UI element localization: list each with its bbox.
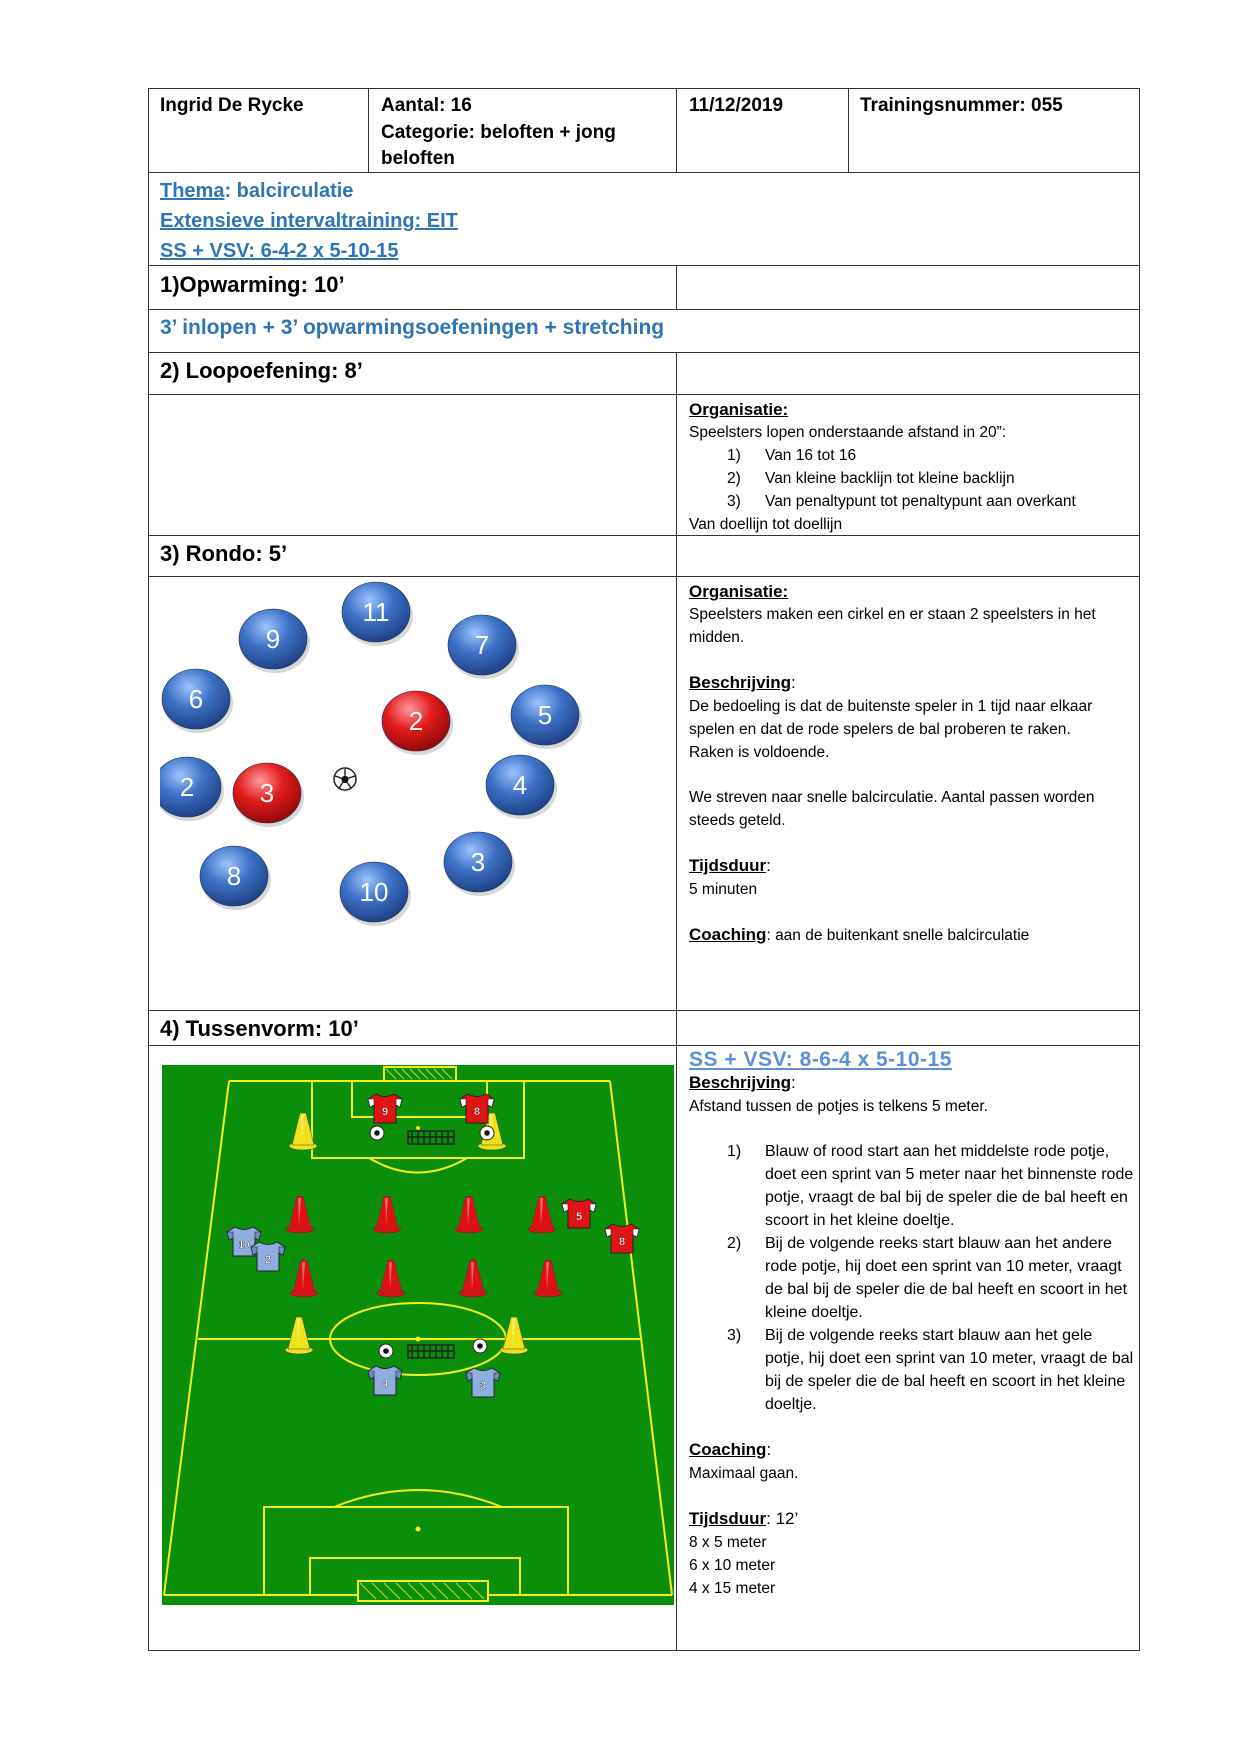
svg-text:2: 2 xyxy=(264,1254,272,1266)
svg-text:10: 10 xyxy=(359,877,389,907)
svg-text:4: 4 xyxy=(381,1378,389,1390)
ball-icon xyxy=(480,1126,494,1140)
rep-line: 4 x 15 meter xyxy=(689,1580,776,1597)
svg-text:5: 5 xyxy=(537,700,553,730)
ball-icon xyxy=(473,1339,487,1353)
participant-count xyxy=(381,92,671,172)
svg-text:8: 8 xyxy=(473,1106,481,1118)
theme-label: Thema xyxy=(160,180,225,202)
section-1-content: 3’ inlopen + 3’ opwarmingsoefeningen + stretching xyxy=(160,316,665,339)
list-item: 3) Bij de volgende reeks start blauw aan het gele potje, hij doet een sprint van 10 meter, vraagt de bal bij de speler die de bal heeft en scoort in het kleine doeltje. xyxy=(727,1327,1134,1413)
besch-text: Afstand tussen de potjes is telkens 5 meter. xyxy=(689,1098,988,1115)
section-3-title: 3) Rondo: 5’ xyxy=(160,541,288,566)
categorie-label: Categorie: beloften + jong beloften xyxy=(381,122,616,169)
section-4-title: 4) Tussenvorm: 10’ xyxy=(160,1016,359,1041)
org-label: Organisatie: xyxy=(689,582,789,601)
section-4-subhead: SS + VSV: 8-6-4 x 5-10-15 xyxy=(689,1048,952,1071)
rep-line: 6 x 10 meter xyxy=(689,1557,776,1574)
theme-line-3: SS + VSV: 6-4-2 x 5-10-15 xyxy=(160,240,399,262)
blue-player xyxy=(448,615,519,679)
blue-player xyxy=(340,862,411,926)
rep-line: 8 x 5 meter xyxy=(689,1534,767,1551)
blue-player xyxy=(511,685,582,749)
list-item: 1) Van 16 tot 16 xyxy=(727,447,857,464)
svg-text:6: 6 xyxy=(188,684,204,714)
svg-text:3: 3 xyxy=(259,778,275,808)
coach-label: Coaching xyxy=(689,925,767,944)
besch-text-1: De bedoeling is dat de buitenste speler in 1 tijd naar elkaar spelen en dat de rode spelers de bal proberen te raken. xyxy=(689,698,1093,738)
list-item: 2) Van kleine backlijn tot kleine backlijn xyxy=(727,470,1015,487)
blue-player xyxy=(444,832,515,896)
pitch-background xyxy=(162,1065,674,1605)
svg-text:3: 3 xyxy=(470,847,486,877)
svg-text:4: 4 xyxy=(512,770,528,800)
aantal-label: Aantal: 16 xyxy=(381,95,472,116)
blue-player xyxy=(160,757,224,821)
ball-icon xyxy=(370,1126,384,1140)
list-item: 2) Bij de volgende reeks start blauw aan het andere rode potje, hij doet een sprint van 10 meter, vraagt de bal bij de speler die de bal heeft en scoort in het kleine doeltje. xyxy=(727,1235,1128,1321)
blue-player xyxy=(162,669,233,733)
training-number: Trainingsnummer: 055 xyxy=(860,95,1063,116)
ball-icon xyxy=(379,1344,393,1358)
list-item: 1) Blauw of rood start aan het middelste rode potje, doet een sprint van 5 meter naar het binnenste rode potje, vraagt de bal bij de speler die de bal heeft en scoort in het kleine doeltje. xyxy=(727,1143,1134,1229)
training-date: 11/12/2019 xyxy=(689,95,784,116)
section-1-title: 1)Opwarming: 10’ xyxy=(160,272,345,297)
svg-text:10: 10 xyxy=(238,1240,250,1251)
exercise-steps xyxy=(689,1140,1134,1416)
section-4-description: SS + VSV: 8-6-4 x 5-10-15 Beschrijving: Afstand tussen de potjes is telkens 5 meter. 1) Blauw of rood start aan het middelste rode potje, doet een sprint van 5 meter naar het binnenste rode potje, vraagt de bal bij de speler die de bal heeft en scoort in het kleine doeltje. 2) Bij de volgende reeks start blauw aan het andere rode potje, hij doet een sprint van 10 meter, vraagt de bal bij de speler die de bal heeft en scoort in het kleine doeltje. 3) Bij de volgende reeks start blauw aan het gele potje, hij doet een sprint van 10 meter, vraagt de bal bij de speler die de bal heeft en scoort in het kleine doeltje. Coaching: Maximaal gaan. Tijdsduur: 12’ 8 x 5 meter 6 x 10 meter 4 x 15 meter xyxy=(689,1048,1134,1600)
list-item: 3) Van penaltypunt tot penaltypunt aan overkant xyxy=(727,493,1076,510)
org-text: Speelsters lopen onderstaande afstand in 20”: xyxy=(689,424,1007,441)
org-label: Organisatie: xyxy=(689,400,789,419)
tijd-value: : 12’ xyxy=(766,1509,799,1528)
blue-player xyxy=(239,609,310,673)
besch-label: Beschrijving xyxy=(689,1073,792,1092)
besch-label: Beschrijving xyxy=(689,673,792,692)
section-3-description: Organisatie: Speelsters maken een cirkel en er staan 2 speelsters in het midden. Beschrijving: De bedoeling is dat de buitenste speler in 1 tijd naar elkaar spelen en dat de rode spelers de bal proberen te raken. Raken is voldoende. We streven naar snelle balcirculatie. Aantal passen worden steeds geteld. Tijdsduur: 5 minuten Coaching: aan de buitenkant snelle balcirculatie xyxy=(689,580,1129,947)
red-player xyxy=(382,691,453,755)
svg-text:8: 8 xyxy=(226,861,242,891)
coach-text: Maximaal gaan. xyxy=(689,1465,799,1482)
theme-line-2: Extensieve intervaltraining: EIT xyxy=(160,210,458,232)
tijd-text: 5 minuten xyxy=(689,881,758,898)
ball-icon xyxy=(334,768,356,790)
theme-block xyxy=(160,176,458,266)
svg-text:2: 2 xyxy=(179,772,195,802)
coach-text: : aan de buitenkant snelle balcirculatie xyxy=(766,927,1030,944)
pitch-diagram xyxy=(162,1065,674,1605)
svg-text:2: 2 xyxy=(408,706,424,736)
besch-text-3: We streven naar snelle balcirculatie. Aantal passen worden steeds geteld. xyxy=(689,789,1095,829)
rondo-diagram xyxy=(160,580,600,980)
svg-text:5: 5 xyxy=(575,1211,583,1223)
red-player xyxy=(233,763,304,827)
section-2-title: 2) Loopoefening: 8’ xyxy=(160,358,363,383)
org-tail: Van doellijn tot doellijn xyxy=(689,516,843,533)
tijd-label: Tijdsduur xyxy=(689,1509,767,1528)
besch-text-2: Raken is voldoende. xyxy=(689,744,830,761)
tijd-label: Tijdsduur xyxy=(689,856,767,875)
svg-text:9: 9 xyxy=(381,1106,389,1118)
distance-list xyxy=(689,444,1129,513)
theme-value: : balcirculatie xyxy=(224,180,354,202)
blue-player xyxy=(200,846,271,910)
org-text: Speelsters maken een cirkel en er staan 2 speelsters in het midden. xyxy=(689,606,1096,646)
trainer-name: Ingrid De Rycke xyxy=(160,95,304,116)
blue-player xyxy=(486,755,557,819)
section-2-organisation xyxy=(689,398,1129,536)
coach-label: Coaching xyxy=(689,1440,767,1459)
svg-text:8: 8 xyxy=(618,1236,626,1248)
svg-text:9: 9 xyxy=(265,624,281,654)
svg-text:3: 3 xyxy=(479,1380,487,1392)
svg-text:11: 11 xyxy=(362,597,390,627)
blue-player xyxy=(342,582,413,646)
svg-text:7: 7 xyxy=(474,630,490,660)
